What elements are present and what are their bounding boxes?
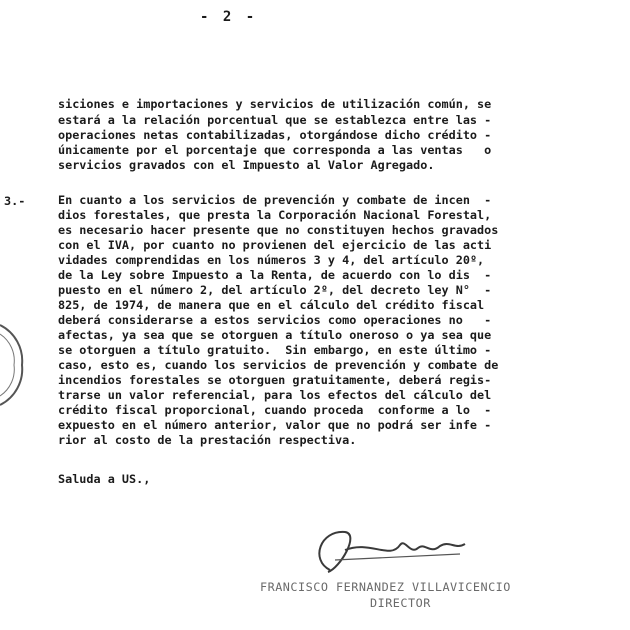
text-line: únicamente por el porcentaje que corresponda a las ventas o bbox=[58, 143, 492, 157]
text-line: se otorguen a título gratuito. Sin embargo, en este último - bbox=[58, 343, 492, 357]
text-line: En cuanto a los servicios de prevención y combate de incen - bbox=[58, 193, 492, 207]
text-line: rior al costo de la prestación respectiva. bbox=[58, 433, 357, 447]
text-line: expuesto en el número anterior, valor que no podrá ser infe - bbox=[58, 418, 492, 432]
text-line: puesto en el número 2, del artículo 2º, del decreto ley N° - bbox=[58, 283, 492, 297]
text-line: afectas, ya sea que se otorguen a título oneroso o ya sea que bbox=[58, 328, 492, 342]
text-line: servicios gravados con el Impuesto al Valor Agregado. bbox=[58, 158, 435, 172]
signature-block bbox=[260, 520, 580, 620]
text-line: vidades comprendidas en los números 3 y 4, del artículo 20º, bbox=[58, 253, 485, 267]
text-line: 825, de 1974, de manera que en el cálculo del crédito fiscal bbox=[58, 298, 485, 312]
page-number: - 2 - bbox=[200, 9, 258, 25]
text-line: estará a la relación porcentual que se establezca entre las - bbox=[58, 113, 492, 127]
text-line: trarse un valor referencial, para los efectos del cálculo del bbox=[58, 388, 492, 402]
text-line: es necesario hacer presente que no constituyen hechos gravados bbox=[58, 223, 499, 237]
signatory-name: FRANCISCO FERNANDEZ VILLAVICENCIO bbox=[260, 580, 511, 594]
text-line: operaciones netas contabilizadas, otorgándose dicho crédito - bbox=[58, 128, 492, 142]
seal-stamp bbox=[0, 320, 30, 410]
text-line: crédito fiscal proporcional, cuando proceda conforme a lo - bbox=[58, 403, 492, 417]
item-number: 3.- bbox=[4, 194, 26, 208]
text-line: caso, esto es, cuando los servicios de prevención y combate de bbox=[58, 358, 499, 372]
text-line: con el IVA, por cuanto no provienen del ejercicio de las acti bbox=[58, 238, 492, 252]
text-line: siciones e importaciones y servicios de utilización común, se bbox=[58, 97, 492, 111]
handwritten-signature bbox=[300, 520, 470, 580]
text-line: incendios forestales se otorguen gratuitamente, deberá regis- bbox=[58, 373, 492, 387]
text-line: deberá considerarse a estos servicios como operaciones no - bbox=[58, 313, 492, 327]
closing-greeting: Saluda a US., bbox=[58, 472, 151, 486]
signatory-title: DIRECTOR bbox=[370, 596, 431, 610]
text-line: de la Ley sobre Impuesto a la Renta, de acuerdo con lo dis - bbox=[58, 268, 492, 282]
text-line: dios forestales, que presta la Corporación Nacional Forestal, bbox=[58, 208, 492, 222]
